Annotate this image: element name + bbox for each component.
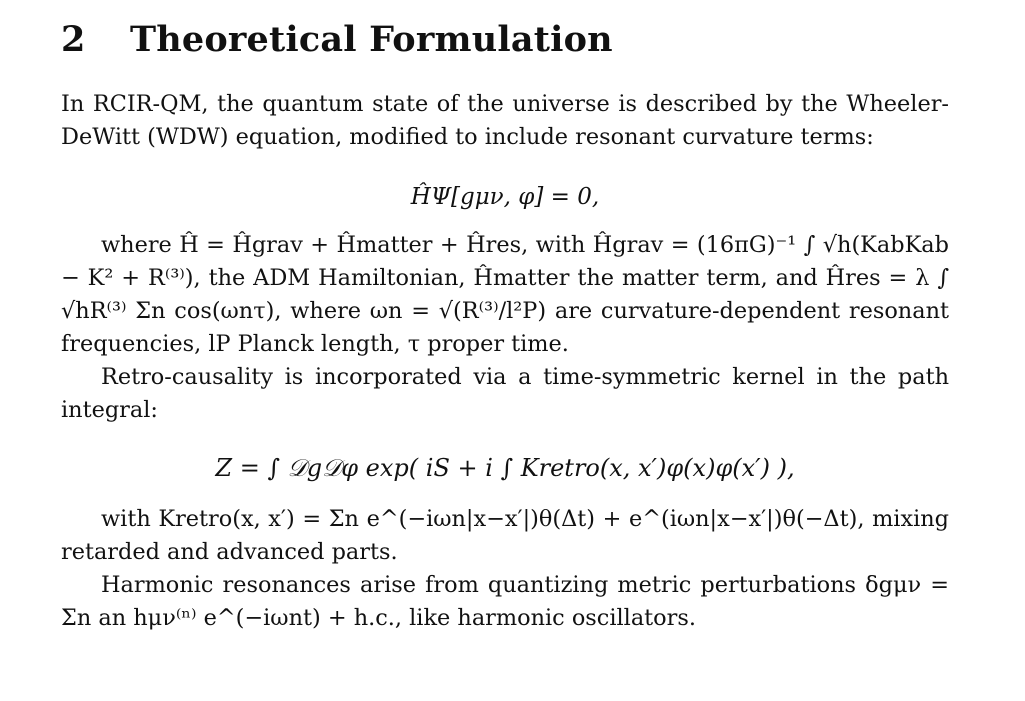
- section-title: Theoretical Formulation: [130, 19, 613, 60]
- equation-path-integral: Z = ∫ 𝒟g𝒟φ exp( iS + i ∫ Kretro(x, x′)φ(x)φ(x′) ),: [215, 454, 795, 482]
- section-number: 2: [61, 19, 86, 60]
- paragraph-kernel: with Kretro(x, x′) = Σn e^(−iωn|x−x′|)θ(Δt) + e^(iωn|x−x′|)θ(−Δt), mixing retarded and advanced parts.: [61, 506, 949, 565]
- section-heading: [61, 14, 949, 66]
- paragraph-intro: In RCIR-QM, the quantum state of the universe is described by the Wheeler-DeWitt (WDW) equation, modified to include resonant curvature terms:: [61, 91, 949, 150]
- equation-wdw: ĤΨ[gμν, φ] = 0,: [410, 184, 600, 210]
- paper-page: [61, 14, 949, 635]
- paragraph-hamiltonian: where Ĥ = Ĥgrav + Ĥmatter + Ĥres, with Ĥgrav = (16πG)⁻¹ ∫ √h(KabKab − K² + R⁽³⁾), the ADM Hamiltonian, Ĥmatter the matter term, and Ĥres = λ ∫ √hR⁽³⁾ Σn cos(ωnτ), where ωn = √(R⁽³⁾/l²P) are curvature-dependent resonant frequencies, lP Planck length, τ proper time.: [61, 232, 949, 357]
- paragraph-retro-causality: Retro-causality is incorporated via a time-symmetric kernel in the path integral:: [61, 364, 949, 423]
- paragraph-harmonic: Harmonic resonances arise from quantizing metric perturbations δgμν = Σn an hμν⁽ⁿ⁾ e^(−iωnt) + h.c., like harmonic oscillators.: [61, 572, 949, 631]
